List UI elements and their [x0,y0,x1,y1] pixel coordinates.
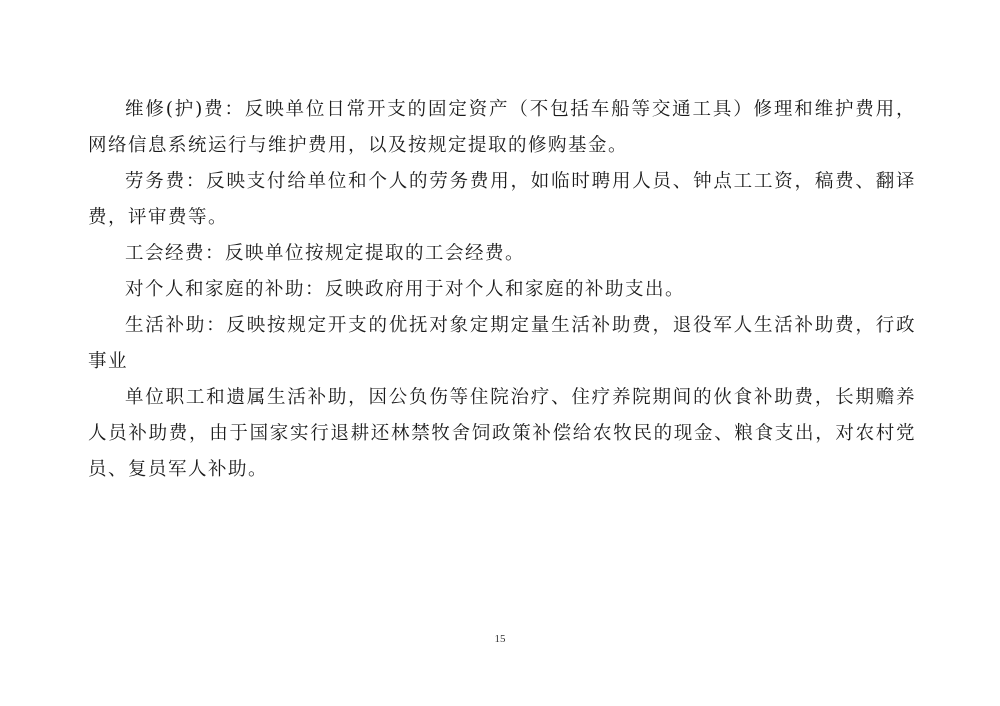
body-text [88,92,916,488]
paragraph-union-fee: 工会经费：反映单位按规定提取的工会经费。 [125,243,526,264]
paragraph-household-subsidy: 对个人和家庭的补助：反映政府用于对个人和家庭的补助支出。 [125,279,686,300]
page-number: 15 [494,633,506,645]
paragraph-living-subsidy: 生活补助：反映按规定开支的优抚对象定期定量生活补助费，退役军人生活补助费，行政事业 [88,315,916,372]
paragraph-living-subsidy-continued: 单位职工和遗属生活补助，因公负伤等住院治疗、住疗养院期间的伙食补助费，长期赡养人员补助费，由于国家实行退耕还林禁牧舍饲政策补偿给农牧民的现金、粮食支出，对农村党员、复员军人补助。 [88,387,916,480]
paragraph-labor-fee: 劳务费：反映支付给单位和个人的劳务费用，如临时聘用人员、钟点工工资，稿费、翻译费，评审费等。 [88,171,916,228]
paragraph-repair-fee: 维修(护)费：反映单位日常开支的固定资产（不包括车船等交通工具）修理和维护费用，网络信息系统运行与维护费用，以及按规定提取的修购基金。 [88,99,916,156]
